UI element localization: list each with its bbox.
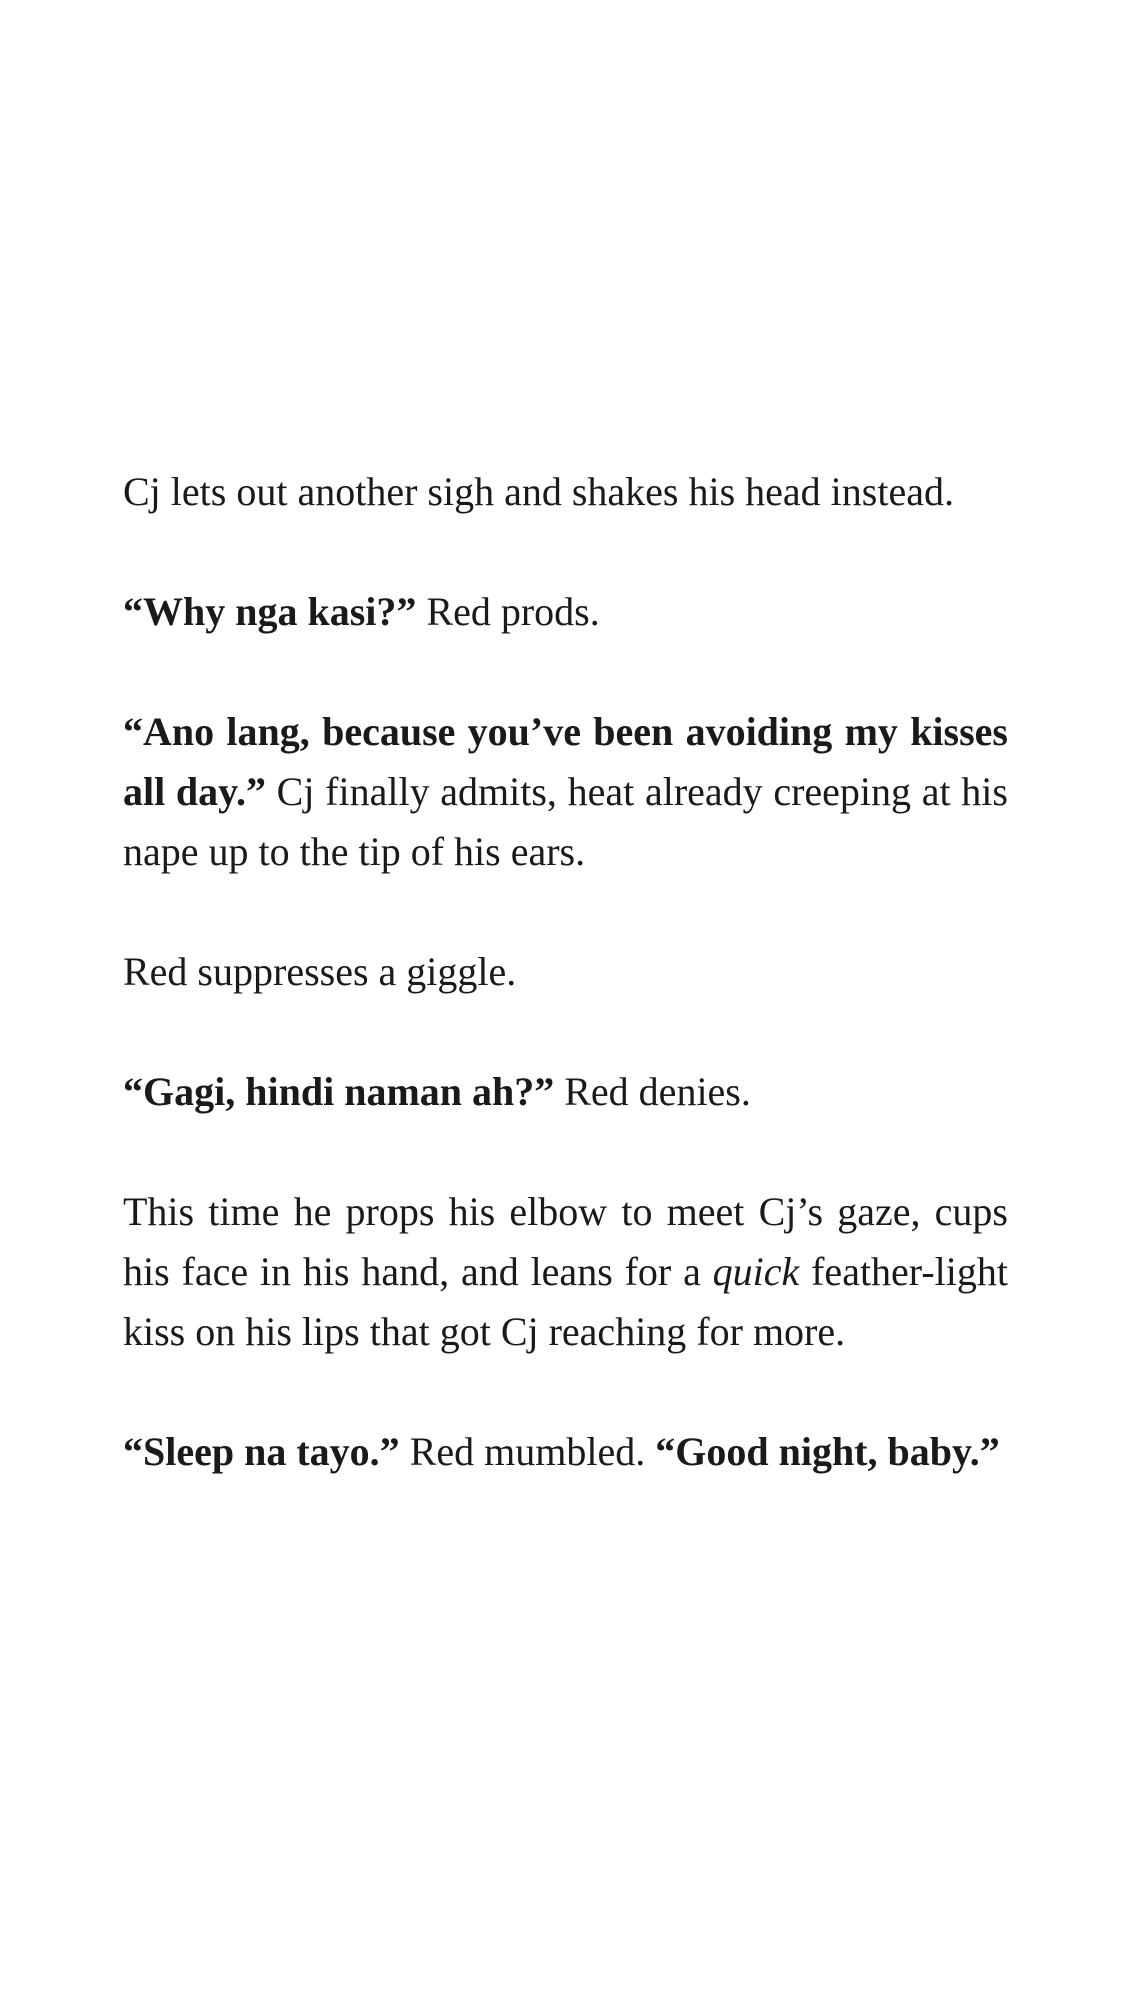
narration-text: Red denies. xyxy=(554,1069,751,1114)
narration-text: Cj lets out another sigh and shakes his head instead. xyxy=(123,469,954,514)
dialogue-text: “Why nga kasi?” xyxy=(123,589,417,634)
paragraph-4 xyxy=(123,942,1008,1002)
paragraph-3 xyxy=(123,702,1008,882)
dialogue-text: “Gagi, hindi naman ah?” xyxy=(123,1069,555,1114)
dialogue-text: “Good night, baby.” xyxy=(655,1429,1000,1474)
paragraph-1 xyxy=(123,462,1008,522)
emphasis-text: quick xyxy=(712,1249,800,1294)
narration-text: This time he props his elbow to meet Cj’s gaze, cups his face in his hand, and leans for a xyxy=(123,1189,1008,1294)
dialogue-text: “Ano lang, because you’ve been avoiding my kisses all day.” xyxy=(123,709,1008,814)
paragraph-7 xyxy=(123,1422,1008,1482)
paragraph-6 xyxy=(123,1182,1008,1362)
narration-text: Red mumbled. xyxy=(399,1429,656,1474)
narration-text: feather-light kiss on his lips that got Cj reaching for more. xyxy=(123,1249,1008,1354)
dialogue-text: “Sleep na tayo.” xyxy=(123,1429,400,1474)
story-text xyxy=(123,462,1008,1542)
narration-text: Red prods. xyxy=(416,589,600,634)
narration-text: Cj finally admits, heat already creeping at his nape up to the tip of his ears. xyxy=(123,769,1008,874)
narration-text: Red suppresses a giggle. xyxy=(123,949,517,994)
paragraph-5 xyxy=(123,1062,1008,1122)
paragraph-2 xyxy=(123,582,1008,642)
